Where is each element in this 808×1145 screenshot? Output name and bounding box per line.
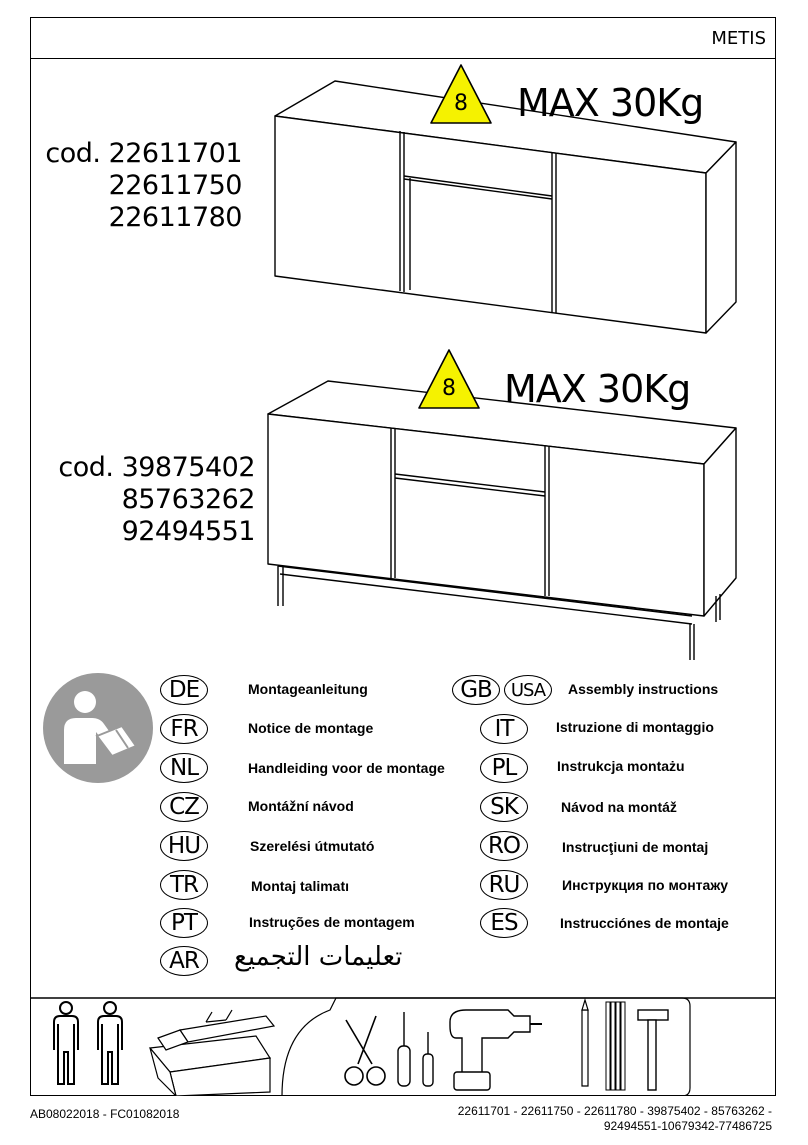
sideboard-2-drawing xyxy=(268,381,736,660)
pencil-icon xyxy=(582,1000,588,1086)
language-cz xyxy=(160,792,208,822)
lang-code: SK xyxy=(480,792,528,822)
code-line: 92494551 xyxy=(121,516,255,547)
lang-name: Instrucciónes de montaje xyxy=(560,915,729,931)
language-ru xyxy=(480,870,528,900)
lang-name: Инструкция по монтажу xyxy=(562,877,729,893)
lang-code: PL xyxy=(480,753,528,783)
read-manual-icon xyxy=(42,672,154,784)
page-title: METIS xyxy=(711,28,766,49)
lang-name: Montážní návod xyxy=(248,798,354,814)
code-line: 85763262 xyxy=(121,484,255,515)
code-line: 22611750 xyxy=(108,170,242,201)
scissors-icon xyxy=(345,1016,385,1085)
lang-name: Szerelési útmutató xyxy=(250,838,375,854)
lang-code: NL xyxy=(160,753,208,783)
lang-code: RO xyxy=(480,831,528,861)
max-load-label: MAX 30Kg xyxy=(517,81,704,125)
lang-name: Instruções de montagem xyxy=(249,914,415,930)
lang-name: Instrucţiuni de montaj xyxy=(562,839,709,855)
lang-name-arabic: تعليمات التجميع xyxy=(234,942,403,972)
language-sk xyxy=(480,792,528,822)
lang-code: GB xyxy=(452,675,500,705)
lang-code: PT xyxy=(160,908,208,938)
warning-number: 8 xyxy=(442,376,456,401)
language-hu xyxy=(160,831,208,861)
language-es xyxy=(480,908,528,938)
lang-code: RU xyxy=(480,870,528,900)
code-line: 22611780 xyxy=(108,202,242,233)
language-nl xyxy=(160,753,208,783)
lang-code: FR xyxy=(160,714,208,744)
lang-code: TR xyxy=(160,870,208,900)
toolbox-icon xyxy=(150,1010,274,1096)
tools-row xyxy=(30,992,776,1096)
lang-name: Notice de montage xyxy=(248,720,374,736)
lang-code: ES xyxy=(480,908,528,938)
language-pt xyxy=(160,908,208,938)
max-load-label: MAX 30Kg xyxy=(504,367,691,411)
drill-icon xyxy=(450,1010,542,1090)
language-ro xyxy=(480,831,528,861)
warning-number: 8 xyxy=(454,91,468,116)
lang-code: IT xyxy=(480,714,528,744)
lang-name: Montageanleitung xyxy=(248,681,368,697)
footer-codes-line: 92494551-10679342-77486725 xyxy=(603,1119,772,1133)
language-ar xyxy=(160,946,208,976)
lang-code: HU xyxy=(160,831,208,861)
language-pl xyxy=(480,753,528,783)
lang-code: CZ xyxy=(160,792,208,822)
lang-code: DE xyxy=(160,675,208,705)
language-de xyxy=(160,675,208,705)
product-codes-2 xyxy=(40,452,255,548)
footer-revision: AB08022018 - FC01082018 xyxy=(30,1107,180,1121)
language-it xyxy=(480,714,528,744)
language-gb-usa xyxy=(452,675,552,705)
lang-name: Istruzione di montaggio xyxy=(556,719,714,735)
code-line: cod. 39875402 xyxy=(58,452,255,483)
lang-code: USA xyxy=(504,675,552,705)
lang-name: Instrukcja montażu xyxy=(557,758,685,774)
lang-name: Montaj talimatı xyxy=(251,878,350,894)
hammer-icon xyxy=(638,1010,668,1090)
lang-code: AR xyxy=(160,946,208,976)
lang-name: Návod na montáž xyxy=(561,799,677,815)
two-persons-icon xyxy=(54,1002,122,1084)
lang-name: Assembly instructions xyxy=(568,681,719,697)
language-tr xyxy=(160,870,208,900)
footer-codes-line: 22611701 - 22611750 - 22611780 - 39875402 - 85763262 - xyxy=(457,1104,772,1118)
footer-codes xyxy=(458,1104,772,1134)
product-codes-1 xyxy=(40,138,242,234)
ruler-icon xyxy=(606,1002,625,1090)
code-line: cod. 22611701 xyxy=(45,138,242,169)
lang-name: Handleiding voor de montage xyxy=(248,760,445,776)
screwdriver-icon xyxy=(398,1012,433,1086)
language-fr xyxy=(160,714,208,744)
